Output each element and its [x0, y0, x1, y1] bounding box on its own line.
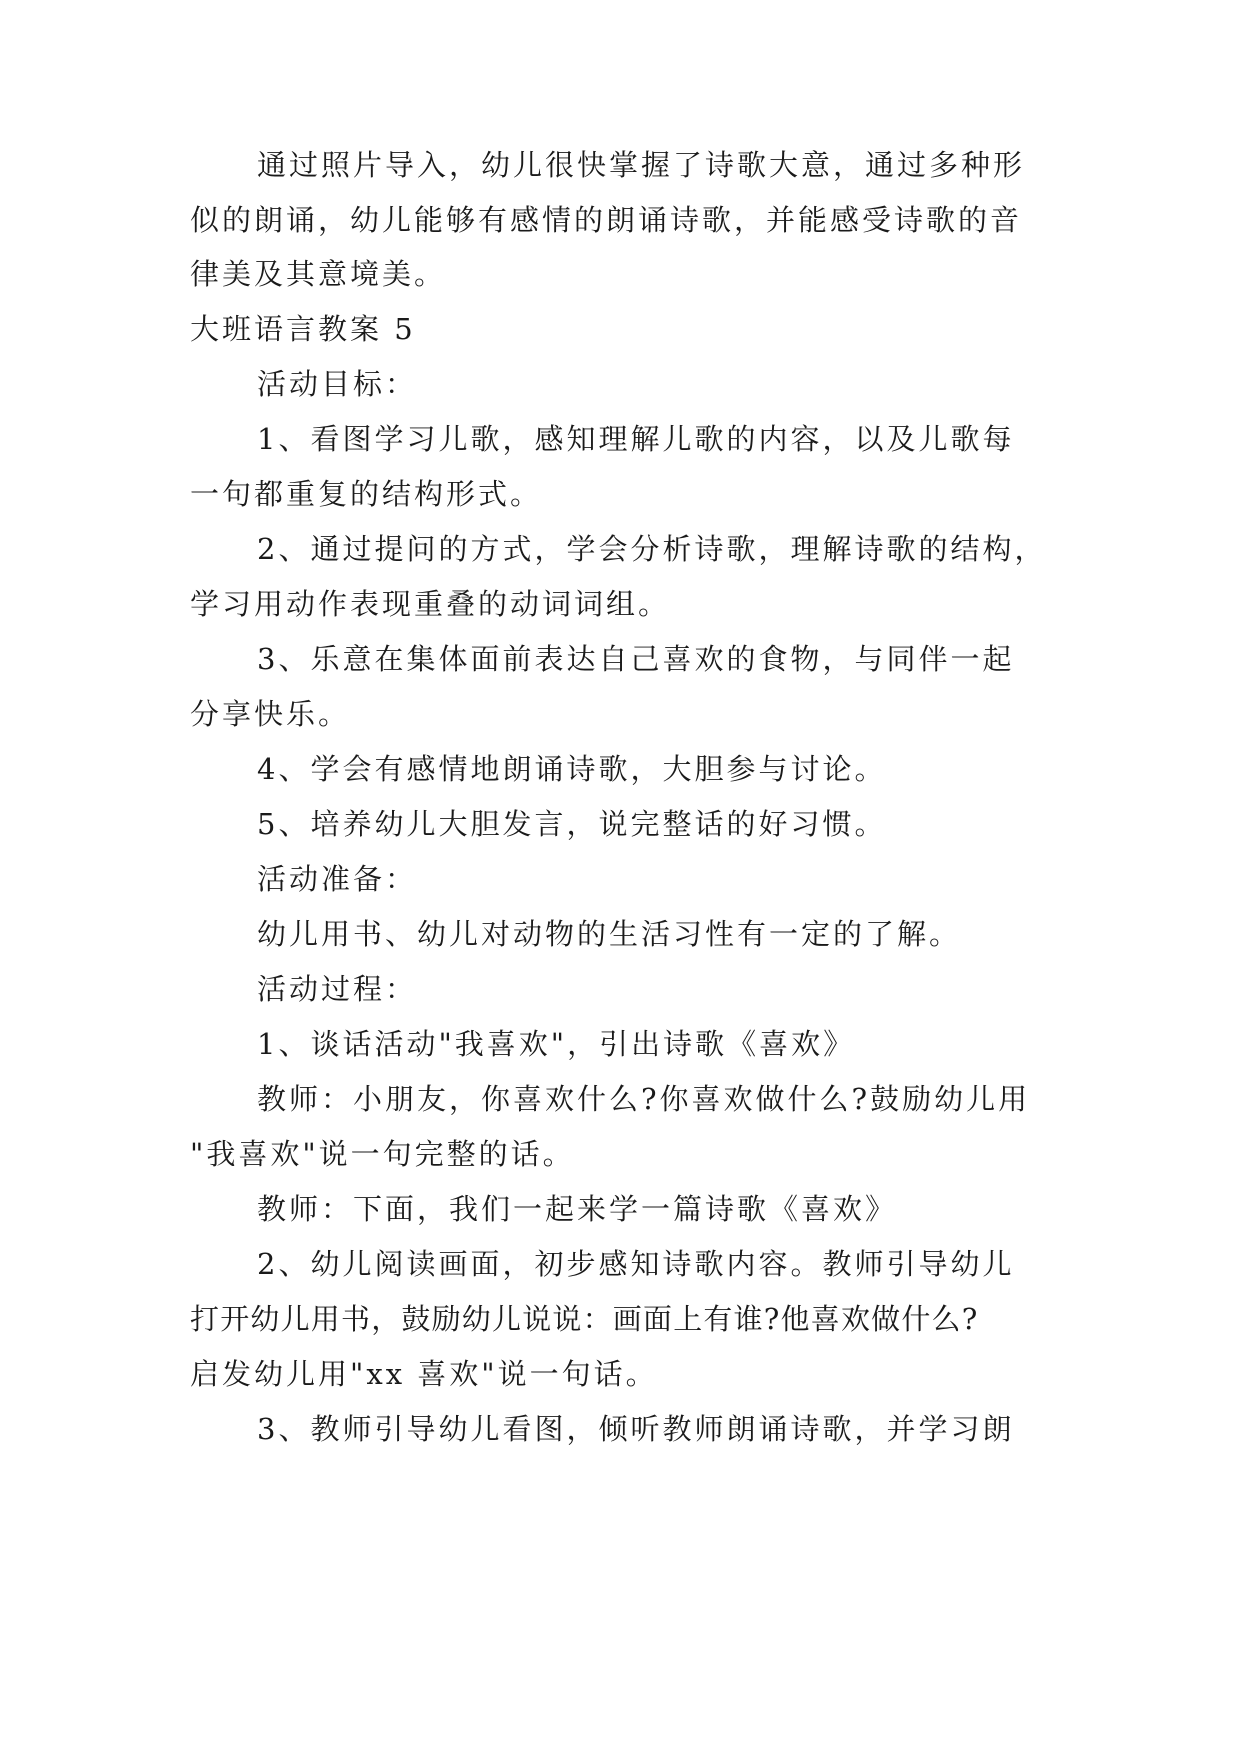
paragraph-line: 3、教师引导幼儿看图，倾听教师朗诵诗歌，并学习朗 — [257, 1412, 1015, 1446]
paragraph-line: 幼儿用书、幼儿对动物的生活习性有一定的了解。 — [257, 917, 962, 951]
paragraph-line: 似的朗诵，幼儿能够有感情的朗诵诗歌，并能感受诗歌的音 — [190, 203, 1023, 237]
paragraph-line: 活动过程： — [257, 972, 418, 1006]
paragraph-line: 学习用动作表现重叠的动词词组。 — [190, 587, 671, 621]
paragraph-line: 1、看图学习儿歌，感知理解儿歌的内容，以及儿歌每 — [257, 422, 1015, 456]
paragraph-line: "我喜欢"说一句完整的话。 — [190, 1137, 575, 1171]
paragraph-line: 活动准备： — [257, 862, 418, 896]
section-heading: 大班语言教案 5 — [190, 312, 416, 346]
paragraph-line: 教师：小朋友，你喜欢什么?你喜欢做什么?鼓励幼儿用 — [257, 1082, 1031, 1116]
paragraph-line: 启发幼儿用"xx 喜欢"说一句话。 — [190, 1357, 658, 1391]
paragraph-line: 通过照片导入，幼儿很快掌握了诗歌大意，通过多种形 — [257, 148, 1026, 182]
paragraph-line: 2、通过提问的方式，学会分析诗歌，理解诗歌的结构， — [257, 532, 1047, 566]
paragraph-line: 活动目标： — [257, 367, 418, 401]
paragraph-line: 打开幼儿用书，鼓励幼儿说说：画面上有谁?他喜欢做什么? — [190, 1302, 979, 1336]
paragraph-line: 一句都重复的结构形式。 — [190, 477, 543, 511]
paragraph-line: 分享快乐。 — [190, 697, 351, 731]
paragraph-line: 教师：下面，我们一起来学一篇诗歌《喜欢》 — [257, 1192, 898, 1226]
paragraph-line: 5、培养幼儿大胆发言，说完整话的好习惯。 — [257, 807, 887, 841]
paragraph-line: 2、幼儿阅读画面，初步感知诗歌内容。教师引导幼儿 — [257, 1247, 1015, 1281]
paragraph-line: 律美及其意境美。 — [190, 257, 447, 291]
paragraph-line: 3、乐意在集体面前表达自己喜欢的食物，与同伴一起 — [257, 642, 1015, 676]
paragraph-line: 1、谈话活动"我喜欢"，引出诗歌《喜欢》 — [257, 1027, 856, 1061]
paragraph-line: 4、学会有感情地朗诵诗歌，大胆参与讨论。 — [257, 752, 887, 786]
